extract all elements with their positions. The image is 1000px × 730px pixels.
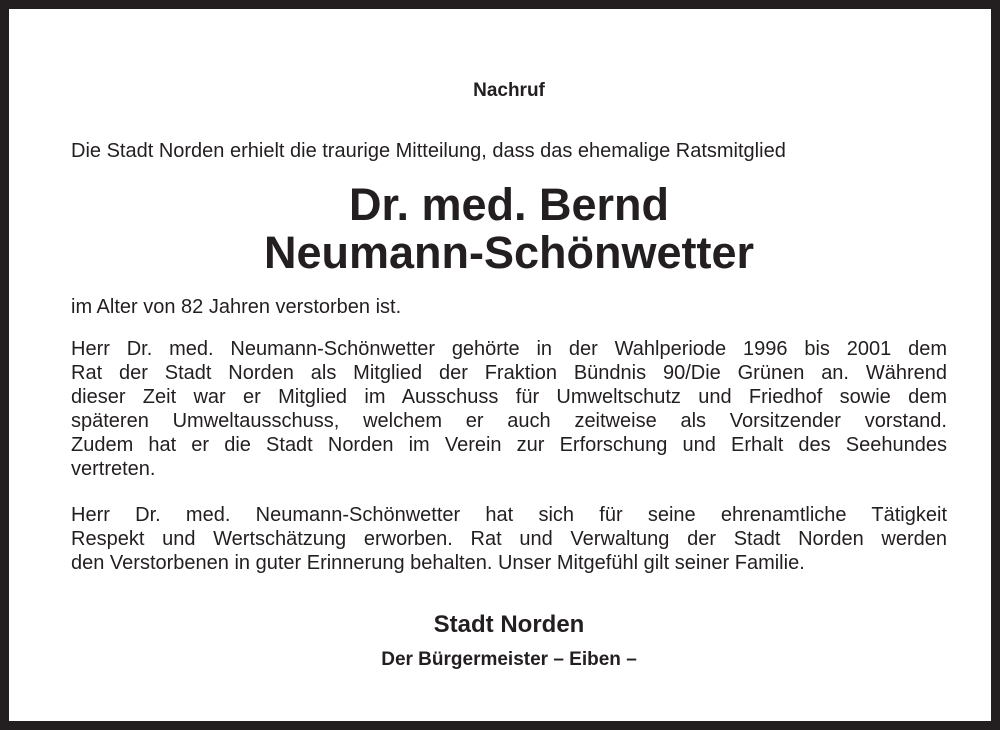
- text-line: dieser Zeit war er Mitglied im Ausschuss für Umweltschutz und Friedhof sowie dem: [71, 386, 947, 408]
- paragraph-career: [71, 337, 947, 481]
- text-line: Zudem hat er die Stadt Norden im Verein zur Erforschung und Erhalt des Seehundes: [71, 434, 947, 456]
- deceased-name-line2: Neumann-Schönwetter: [263, 227, 755, 278]
- text-line: Respekt und Wertschätzung erworben. Rat und Verwaltung der Stadt Norden werden: [71, 528, 947, 550]
- intro-text: Die Stadt Norden erhielt die traurige Mitteilung, dass das ehemalige Ratsmitglied: [71, 140, 786, 162]
- deceased-name-line1: Dr. med. Bernd: [348, 179, 670, 230]
- paragraph-condolence: [71, 503, 947, 575]
- text-line: späteren Umweltausschuss, welchem er auch zeitweise als Vorsitzender vorstand.: [71, 410, 947, 432]
- age-text: im Alter von 82 Jahren verstorben ist.: [71, 296, 402, 318]
- signature-organization: Stadt Norden: [433, 611, 585, 638]
- text-line: den Verstorbenen in guter Erinnerung behalten. Unser Mitgefühl gilt seiner Familie.: [71, 552, 805, 574]
- obituary-heading: Nachruf: [473, 80, 545, 101]
- signature-person: Der Bürgermeister – Eiben –: [381, 649, 637, 670]
- text-line: vertreten.: [71, 458, 156, 480]
- text-line: Rat der Stadt Norden als Mitglied der Fraktion Bündnis 90/Die Grünen an. Während: [71, 362, 947, 384]
- text-line: Herr Dr. med. Neumann-Schönwetter gehörte in der Wahlperiode 1996 bis 2001 dem: [71, 338, 947, 360]
- text-line: Herr Dr. med. Neumann-Schönwetter hat sich für seine ehrenamtliche Tätigkeit: [71, 504, 947, 526]
